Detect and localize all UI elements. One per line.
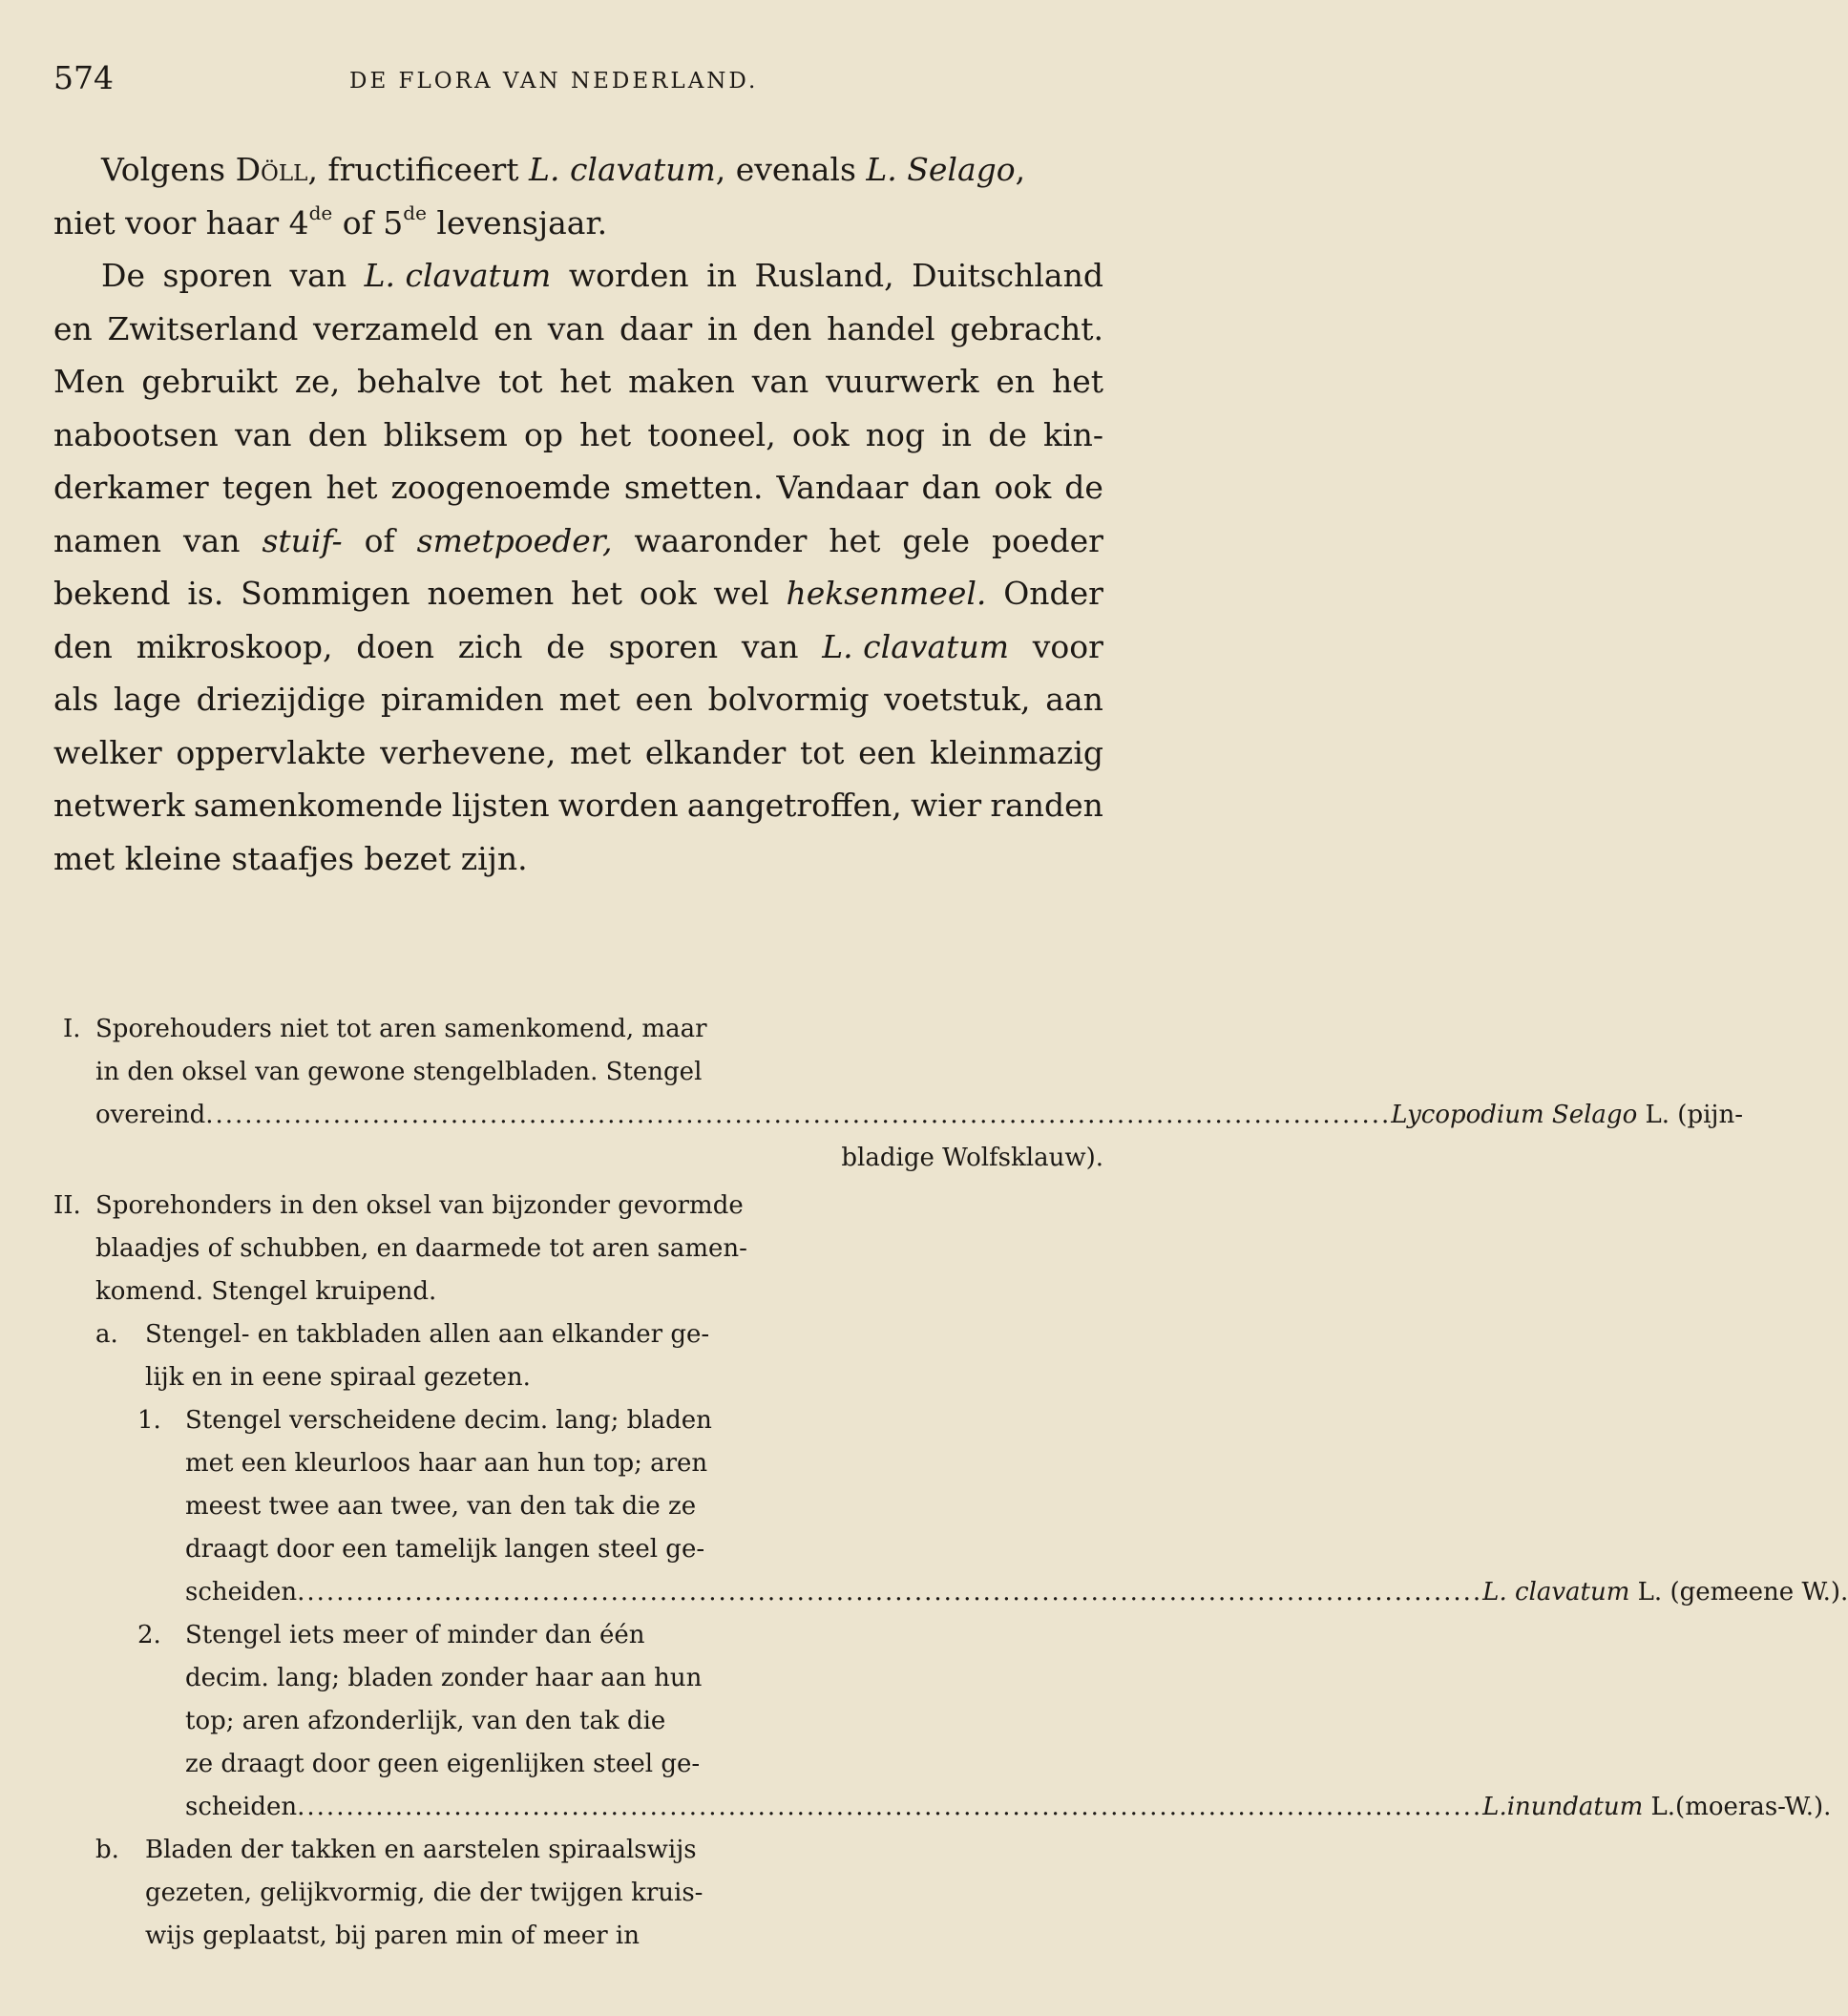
text-line: Men gebruikt ze, behalve tot het maken van vuurwerk en het — [53, 363, 1103, 400]
text-line: namen van stuif- of smetpoeder, waaronder het gele poeder — [53, 521, 1103, 559]
key-line: Stengel- en takbladen allen aan elkander ge- — [145, 1320, 710, 1349]
text-line: met kleine staafjes bezet zijn. — [53, 839, 528, 877]
key-line: lijk en in eene spiraal gezeten. — [145, 1363, 531, 1392]
key-marker: b. — [95, 1836, 119, 1864]
key-line: Bladen der takken en aarstelen spiraalswijs — [145, 1836, 697, 1864]
main-text — [53, 143, 1103, 885]
key-result: bladige Wolfsklauw). — [841, 1144, 1103, 1172]
key-marker: I. — [63, 1015, 81, 1043]
key-line: komend. Stengel kruipend. — [95, 1277, 437, 1306]
key-line: met een kleurloos haar aan hun top; aren — [185, 1449, 708, 1478]
key-lead-line: overeind ......................................................................................................................... Lycopodium Selago L. (pijn- — [95, 1101, 1743, 1129]
key-line: Stengel verscheidene decim. lang; bladen — [185, 1406, 712, 1435]
key-line: blaadjes of schubben, en daarmede tot aren samen- — [95, 1234, 747, 1263]
key-line: draagt door een tamelijk langen steel ge- — [185, 1535, 705, 1564]
key-marker: 1. — [137, 1406, 161, 1435]
text-line: welker oppervlakte verhevene, met elkander tot een kleinmazig — [53, 733, 1103, 771]
key-lead-line: scheiden ......................................................................................................................... L.inundatum L.(moeras-W.). — [185, 1793, 1832, 1821]
text-line: als lage driezijdige piramiden met een bolvormig voetstuk, aan — [53, 681, 1103, 718]
key-line: gezeten, gelijkvormig, die der twijgen kruis- — [145, 1879, 704, 1907]
key-marker: II. — [53, 1191, 81, 1220]
text-line: en Zwitserland verzameld en van daar in den handel gebracht. — [53, 309, 1103, 347]
text-line: netwerk samenkomende lijsten worden aangetroffen, wier randen — [53, 787, 1103, 824]
text-line: Volgens Döll, fructificeert L. clavatum, evenals L. Selago, — [101, 151, 1026, 188]
key-line: Sporehonders in den oksel van bijzonder gevormde — [95, 1191, 744, 1220]
key-line: wijs geplaatst, bij paren min of meer in — [145, 1922, 640, 1950]
running-head: DE FLORA VAN NEDERLAND. — [349, 69, 759, 94]
text-line: De sporen van L. clavatum worden in Rusland, Duitschland — [101, 257, 1103, 294]
key-marker: a. — [95, 1320, 118, 1349]
text-line: derkamer tegen het zoogenoemde smetten. Vandaar dan ook de — [53, 469, 1103, 506]
text-line: bekend is. Sommigen noemen het ook wel heksenmeel. Onder — [53, 575, 1103, 612]
page-header — [53, 59, 1103, 107]
key-line: decim. lang; bladen zonder haar aan hun — [185, 1664, 703, 1692]
text-line: den mikroskoop, doen zich de sporen van L. clavatum voor — [53, 627, 1103, 665]
page-number: 574 — [53, 59, 114, 96]
text-line: niet voor haar 4de of 5de levensjaar. — [53, 200, 608, 242]
key-line: in den oksel van gewone stengelbladen. Stengel — [95, 1058, 703, 1086]
key-lead-line: scheiden ......................................................................................................................... L. clavatum L. (gemeene W.). — [185, 1578, 1848, 1606]
key-line: ze draagt door geen eigenlijken steel ge- — [185, 1750, 701, 1778]
key-line: top; aren afzonderlijk, van den tak die — [185, 1707, 666, 1735]
key-line: Sporehouders niet tot aren samenkomend, maar — [95, 1015, 707, 1043]
key-line: Stengel iets meer of minder dan één — [185, 1621, 645, 1649]
key-line: meest twee aan twee, van den tak die ze — [185, 1492, 697, 1521]
text-line: nabootsen van den bliksem op het tooneel, ook nog in de kin- — [53, 415, 1103, 453]
key-marker: 2. — [137, 1621, 161, 1649]
